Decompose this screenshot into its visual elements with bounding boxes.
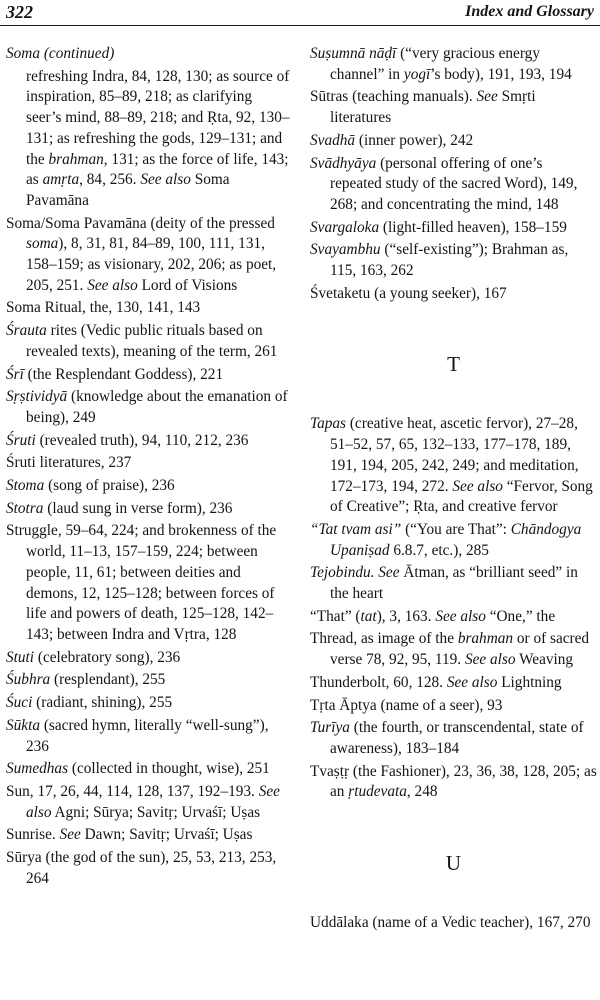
index-entry: “Tat tvam asi” (“You are That”: Chāndogya Upaniṣad 6.8.7, etc.), 285 <box>310 520 582 559</box>
index-entry: refreshing Indra, 84, 128, 130; as source of inspiration, 85–89, 218; as clarifying seer’s mind, 88–89, 218; and Ṛta, 92, 130–131; as refreshing the gods, 129–131; and the brahman, 131; as the force of life, 143; as amṛta, 84, 256. See also Soma Pavamāna <box>26 67 290 209</box>
index-entry: Svayambhu (“self-existing”); Brahman as, 115, 163, 262 <box>310 241 569 280</box>
index-entry: Sṛṣtividyā (knowledge about the emanation of being), 249 <box>6 388 288 426</box>
index-entry: Tvaṣṭṛ (the Fashioner), 23, 36, 38, 128, 205; as an ṛtudevata, 248 <box>310 762 597 801</box>
index-entry: Thunderbolt, 60, 128. See also Lightning <box>310 673 562 691</box>
index-entry: Tṛta Āptya (name of a seer), 93 <box>310 696 503 714</box>
page-header <box>0 0 600 26</box>
index-entry: Struggle, 59–64, 224; and brokenness of the world, 11–13, 157–159, 224; between people, 11, 61; between deities and demons, 12, 125–128; between forces of life and powers of death, 125–128, 142–143; between Indra and Vṛtra, 128 <box>6 522 277 643</box>
index-entry: “That” (tat), 3, 163. See also “One,” the <box>310 607 556 625</box>
index-entry: Śrī (the Resplendant Goddess), 221 <box>6 365 224 383</box>
entries-s-continued <box>310 44 597 304</box>
index-entry: Sunrise. See Dawn; Savitṛ; Urvaśī; Uṣas <box>6 826 253 844</box>
index-entry: Śruti literatures, 237 <box>6 454 132 472</box>
index-entry: Soma Ritual, the, 130, 141, 143 <box>6 299 201 317</box>
section-letter-t: T <box>447 352 460 377</box>
right-column <box>310 44 597 936</box>
index-entry: Śubhra (resplendant), 255 <box>6 671 166 689</box>
index-entry: Śrauta rites (Vedic public rituals based on revealed texts), meaning of the term, 261 <box>6 322 278 360</box>
index-entry: Stotra (laud sung in verse form), 236 <box>6 499 233 517</box>
index-entry: Suṣumnā nāḍī (“very gracious energy channel” in yogī’s body), 191, 193, 194 <box>310 45 572 83</box>
index-entry: Thread, as image of the brahman or of sacred verse 78, 92, 95, 119. See also Weaving <box>310 630 590 669</box>
index-entry: Svadhā (inner power), 242 <box>310 131 474 149</box>
index-entry: Sūkta (sacred hymn, literally “well-sung”), 236 <box>6 716 269 755</box>
index-entry: Sūrya (the god of the sun), 25, 53, 213, 253, 264 <box>6 849 277 887</box>
index-entry: Stoma (song of praise), 236 <box>6 477 175 495</box>
index-entry: Svargaloka (light-filled heaven), 158–159 <box>310 218 567 236</box>
index-entry: Sūtras (teaching manuals). See Smṛti literatures <box>310 88 536 127</box>
page-number: 322 <box>6 2 33 22</box>
index-entry: Stuti (celebratory song), 236 <box>6 648 181 666</box>
entries-t <box>310 414 597 803</box>
index-entry: Sun, 17, 26, 44, 114, 128, 137, 192–193. See also Agni; Sūrya; Savitṛ; Urvaśī; Uṣas <box>6 782 280 821</box>
index-entry: Śvetaketu (a young seeker), 167 <box>310 284 507 302</box>
index-entry: Soma (continued) <box>6 45 115 62</box>
index-entry: Śruti (revealed truth), 94, 110, 212, 236 <box>6 431 249 449</box>
index-entry: Svādhyāya (personal offering of one’s repeated study of the sacred Word), 149, 268; and concentrating the mind, 148 <box>310 154 578 213</box>
index-entry: Sumedhas (collected in thought, wise), 251 <box>6 760 270 778</box>
index-entry: Soma/Soma Pavamāna (deity of the pressed soma), 8, 31, 81, 84–89, 100, 111, 131, 158–159; as visionary, 202, 206; as poet, 205, 251. See also Lord of Visions <box>6 214 277 294</box>
index-entry: Turīya (the fourth, or transcendental, state of awareness), 183–184 <box>310 719 584 757</box>
running-title: Index and Glossary <box>465 3 594 20</box>
section-letter-u: U <box>445 851 462 876</box>
index-entry: Śuci (radiant, shining), 255 <box>6 694 173 712</box>
index-entry: Tejobindu. See Ātman, as “brilliant seed” in the heart <box>310 564 578 603</box>
entries-u <box>310 913 597 934</box>
index-entry: Tapas (creative heat, ascetic fervor), 27–28, 51–52, 57, 65, 132–133, 177–178, 189, 191, 194, 205, 242, 249; and meditation, 172–173, 194, 272. See also “Fervor, Song of Creative”; Ṛta, and creative fervor <box>310 415 593 516</box>
index-entry: Uddālaka (name of a Vedic teacher), 167, 270 <box>310 914 591 932</box>
left-column <box>6 44 291 891</box>
